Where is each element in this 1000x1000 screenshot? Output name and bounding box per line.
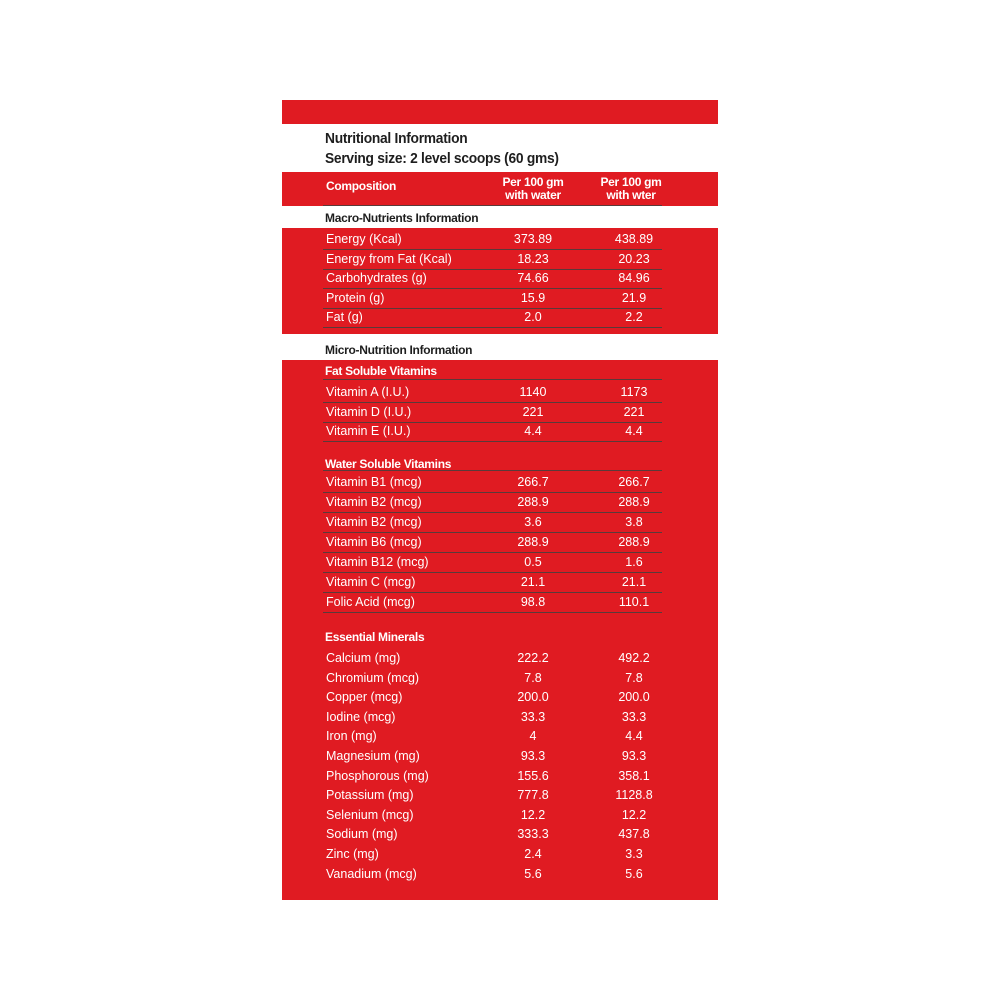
water-vitamin-v2-value: 266.7: [618, 475, 650, 489]
mineral-label: Phosphorous (mg): [326, 768, 429, 783]
mineral-label: Sodium (mg): [326, 827, 398, 842]
macro-v2-value: 438.89: [614, 232, 654, 246]
fat-vitamin-label: Vitamin D (I.U.): [326, 404, 412, 419]
mineral-label: Chromium (mcg): [326, 670, 420, 685]
macro-label: Energy (Kcal): [326, 232, 402, 246]
macro-row: [323, 288, 662, 309]
macro-heading: Macro-Nutrients Information: [325, 211, 479, 225]
fat-vitamin-row: [323, 421, 662, 442]
fat-vitamin-row: [323, 382, 662, 403]
water-vitamin-label: Vitamin B12 (mcg): [326, 555, 429, 569]
mineral-label: Potassium (mg): [326, 788, 414, 803]
water-vitamin-row: [323, 572, 662, 593]
macro-v2-value: 21.9: [621, 290, 647, 305]
water-vitamin-row: [323, 512, 662, 533]
fat-vitamin-label: Vitamin A (I.U.): [326, 385, 410, 399]
mineral-row: [323, 746, 662, 766]
mineral-row: [323, 805, 662, 825]
water-vitamin-row: [323, 472, 662, 493]
fat-vitamin-v1-value: 4.4: [524, 424, 542, 438]
fat-soluble-heading: Fat Soluble Vitamins: [325, 364, 437, 378]
mineral-v1-value: 333.3: [517, 827, 549, 842]
water-vitamin-label: Vitamin B2 (mcg): [326, 495, 422, 509]
macro-v1-value: 373.89: [513, 232, 553, 246]
mineral-v1-value: 222.2: [517, 651, 549, 665]
mineral-label: Copper (mcg): [326, 690, 403, 705]
fat-vitamin-v2-value: 1173: [620, 385, 648, 399]
mineral-row: [323, 824, 662, 844]
mineral-label: Calcium (mg): [326, 651, 401, 665]
mineral-row: [323, 785, 662, 805]
header-divider: [323, 205, 662, 206]
macro-v2-value: 84.96: [618, 271, 650, 286]
mineral-v2-value: 4.4: [625, 729, 643, 744]
composition-header: Composition: [326, 179, 397, 193]
fat-vitamin-v2-value: 4.4: [625, 424, 643, 438]
water-vitamin-v2-value: 1.6: [625, 555, 643, 569]
water-vitamin-v2-value: 288.9: [618, 495, 650, 509]
macro-row: [323, 268, 662, 289]
macro-row: [323, 249, 662, 270]
mineral-label: Iodine (mcg): [326, 709, 396, 724]
mineral-v1-value: 4: [529, 729, 537, 744]
water-vitamin-row: [323, 552, 662, 573]
water-vitamin-v1-value: 288.9: [517, 495, 549, 509]
water-vitamin-label: Folic Acid (mcg): [326, 595, 415, 609]
mineral-v1-value: 200.0: [517, 690, 549, 705]
top-red-band: [282, 100, 718, 124]
water-vitamin-v2-value: 3.8: [625, 515, 643, 529]
water-vitamin-v1-value: 266.7: [517, 475, 549, 489]
macro-label: Protein (g): [326, 290, 385, 305]
minerals-heading: Essential Minerals: [325, 630, 425, 644]
mineral-row: [323, 648, 662, 668]
mineral-row: [323, 707, 662, 727]
macro-v1-value: 2.0: [524, 310, 542, 325]
macro-v1-value: 18.23: [517, 251, 549, 266]
mineral-v2-value: 33.3: [621, 709, 647, 724]
fat-vitamin-label: Vitamin E (I.U.): [326, 424, 411, 438]
water-vitamin-row: [323, 592, 662, 613]
water-vitamin-v1-value: 288.9: [517, 535, 549, 549]
macro-row: [323, 229, 662, 250]
water-soluble-heading: Water Soluble Vitamins: [325, 457, 452, 471]
serving-size: Serving size: 2 level scoops (60 gms): [325, 150, 559, 167]
macro-v1-value: 15.9: [520, 290, 546, 305]
mineral-label: Zinc (mg): [326, 847, 379, 861]
mineral-v1-value: 7.8: [524, 670, 542, 685]
water-vitamin-v1-value: 21.1: [520, 575, 546, 589]
micro-heading: Micro-Nutrition Information: [325, 343, 473, 357]
water-soluble-divider: [323, 470, 662, 471]
macro-v1-value: 74.66: [517, 271, 549, 286]
water-vitamin-label: Vitamin C (mcg): [326, 575, 416, 589]
mineral-row: [323, 668, 662, 688]
mineral-label: Iron (mg): [326, 729, 377, 744]
mineral-v1-value: 777.8: [517, 788, 549, 803]
macro-label: Fat (g): [326, 310, 363, 325]
water-vitamin-v1-value: 3.6: [524, 515, 542, 529]
fat-vitamin-v1-value: 1140: [519, 385, 547, 399]
water-vitamin-row: [323, 532, 662, 553]
mineral-v2-value: 437.8: [618, 827, 650, 842]
fat-vitamin-v1-value: 221: [522, 404, 544, 419]
mineral-label: Vanadium (mcg): [326, 866, 417, 881]
mineral-v1-value: 2.4: [524, 847, 542, 861]
water-vitamin-v1-value: 98.8: [520, 595, 546, 609]
col1-header-line1: Per 100 gm: [502, 175, 564, 189]
macro-v2-value: 2.2: [625, 310, 643, 325]
mineral-row: [323, 766, 662, 786]
mineral-v2-value: 5.6: [625, 866, 643, 881]
fat-vitamin-row: [323, 402, 662, 423]
col1-header: [493, 176, 573, 202]
macro-v2-value: 20.23: [618, 251, 650, 266]
mineral-row: [323, 726, 662, 746]
water-vitamin-label: Vitamin B1 (mcg): [326, 475, 422, 489]
water-vitamin-v2-value: 21.1: [621, 575, 647, 589]
mineral-row: [323, 687, 662, 707]
mineral-label: Magnesium (mg): [326, 749, 420, 763]
mineral-v1-value: 93.3: [520, 749, 546, 763]
mineral-v1-value: 5.6: [524, 866, 542, 881]
col2-header: [591, 176, 671, 202]
panel-title: Nutritional Information: [325, 130, 468, 147]
mineral-v1-value: 12.2: [520, 807, 546, 822]
col2-header-line2: with wter: [606, 188, 656, 202]
water-vitamin-label: Vitamin B2 (mcg): [326, 515, 422, 529]
mineral-v2-value: 7.8: [625, 670, 643, 685]
mineral-v1-value: 155.6: [517, 768, 549, 783]
water-vitamin-v1-value: 0.5: [524, 555, 542, 569]
water-vitamin-label: Vitamin B6 (mcg): [326, 535, 422, 549]
mineral-row: [323, 864, 662, 884]
mineral-v2-value: 200.0: [618, 690, 650, 705]
mineral-v1-value: 33.3: [520, 709, 546, 724]
water-vitamin-v2-value: 288.9: [618, 535, 650, 549]
mineral-row: [323, 844, 662, 864]
mineral-v2-value: 3.3: [625, 847, 643, 861]
water-vitamin-v2-value: 110.1: [618, 595, 650, 609]
macro-label: Energy from Fat (Kcal): [326, 251, 452, 266]
nutrition-panel: [282, 100, 718, 900]
fat-vitamin-v2-value: 221: [623, 404, 645, 419]
col1-header-line2: with water: [505, 188, 561, 202]
mineral-v2-value: 358.1: [618, 768, 650, 783]
water-vitamin-row: [323, 492, 662, 513]
macro-label: Carbohydrates (g): [326, 271, 427, 286]
mineral-label: Selenium (mcg): [326, 807, 414, 822]
mineral-v2-value: 492.2: [618, 651, 650, 665]
mineral-v2-value: 1128.8: [615, 788, 653, 803]
macro-row: [323, 307, 662, 328]
mineral-v2-value: 12.2: [621, 807, 647, 822]
mineral-v2-value: 93.3: [621, 749, 647, 763]
fat-soluble-divider: [323, 379, 662, 380]
col2-header-line1: Per 100 gm: [600, 175, 662, 189]
